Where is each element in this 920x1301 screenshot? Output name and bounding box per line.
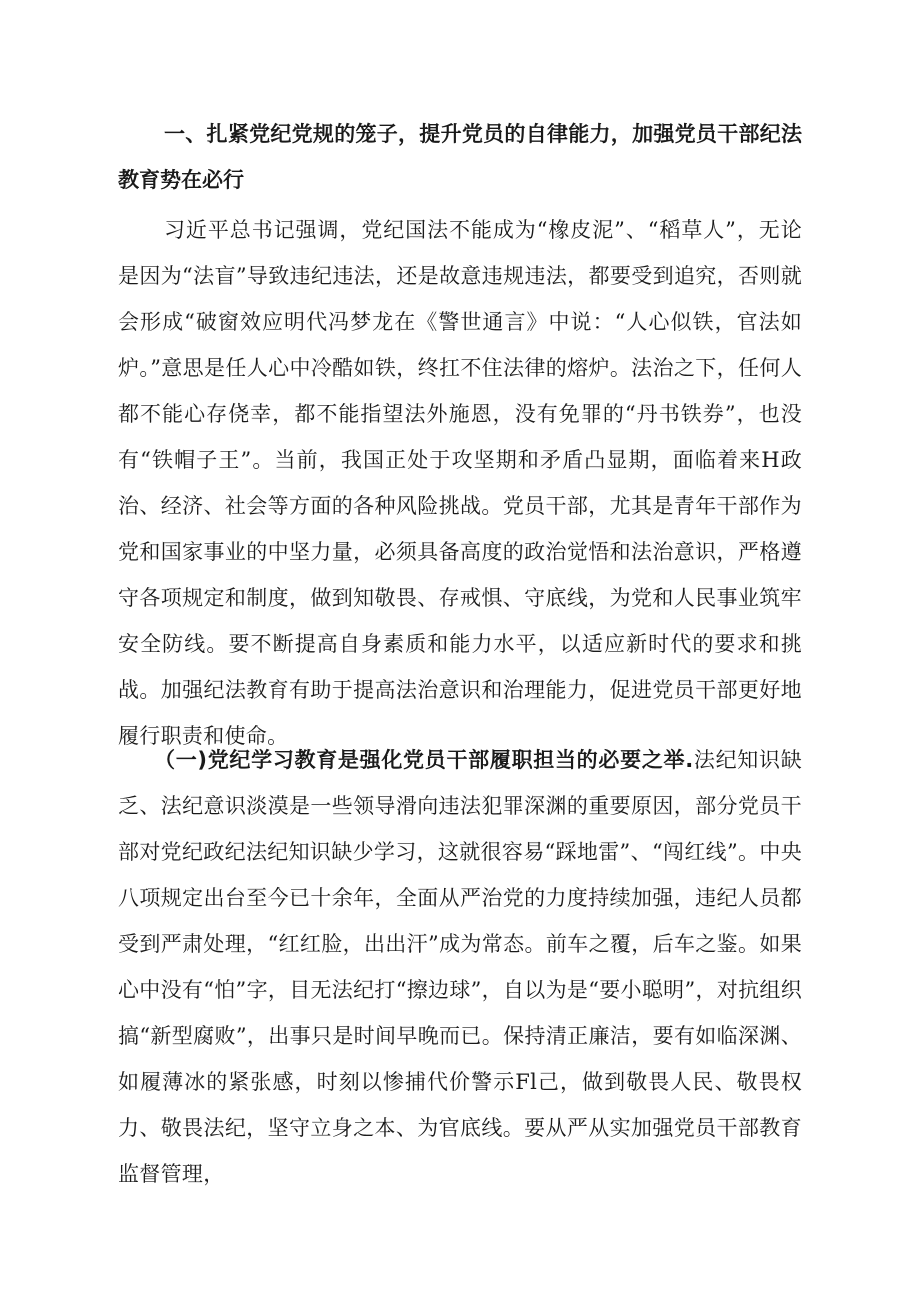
paragraph-1: 习近平总书记强调，党纪国法不能成为“橡皮泥”、“稻草人”，无论是因为“法盲”导致违纪违法，还是故意违规违法，都要受到追究，否则就会形成“破窗效应明代冯梦龙在《警世通言》中说：“人心似铁，官法如炉。”意思是任人心中冷酷如铁，终扛不住法律的熔炉。法治之下，任何人都不能心存侥幸，都不能指望法外施恩，没有免罪的“丹书铁券”，也没有“铁帽子王”。当前，我国正处于攻坚期和矛盾凸显期，面临着来H政治、经济、社会等方面的各种风险挑战。党员干部，尤其是青年干部作为党和国家事业的中坚力量，必须具备高度的政治觉悟和法治意识，严格遵守各项规定和制度，做到知敬畏、存戒惧、守底线，为党和人民事业筑牢安全防线。要不断提高自身素质和能力水平，以适应新时代的要求和挑战。加强纪法教育有助于提高法治意识和治理能力，促进党员干部更好地履行职责和使命。 xyxy=(118,218,802,748)
section-heading: 一、扎紧党纪党规的笼子，提升党员的自律能力，加强党员干部纪法教育势在必行 xyxy=(118,122,802,192)
subsection-heading: （一)党纪学习教育是强化党员干部履职担当的必要之举. xyxy=(154,748,694,772)
paragraph-2-body: 法纪知识缺乏、法纪意识淡漠是一些领导滑向违法犯罪深渊的重要原因，部分党员干部对党纪政纪法纪知识缺少学习，这就很容易“踩地雷”、“闯红线”。中央八项规定出台至今已十余年，全面从严治党的力度持续加强，违纪人员都受到严肃处理，“红红脸，出出汗”成为常态。前车之覆，后车之鉴。如果心中没有“怕”字，目无法纪打“擦边球”，自以为是“要小聪明”，对抗组织搞“新型腐败”，出事只是时间早晚而已。保持清正廉洁，要有如临深渊、如履薄冰的紧张感，时刻以惨捕代价警示Fl己，做到敬畏人民、敬畏权力、敬畏法纪，坚守立身之本、为官底线。要从严从实加强党员干部教育监督管理， xyxy=(118,748,803,1186)
paragraph-2 xyxy=(118,737,802,1197)
